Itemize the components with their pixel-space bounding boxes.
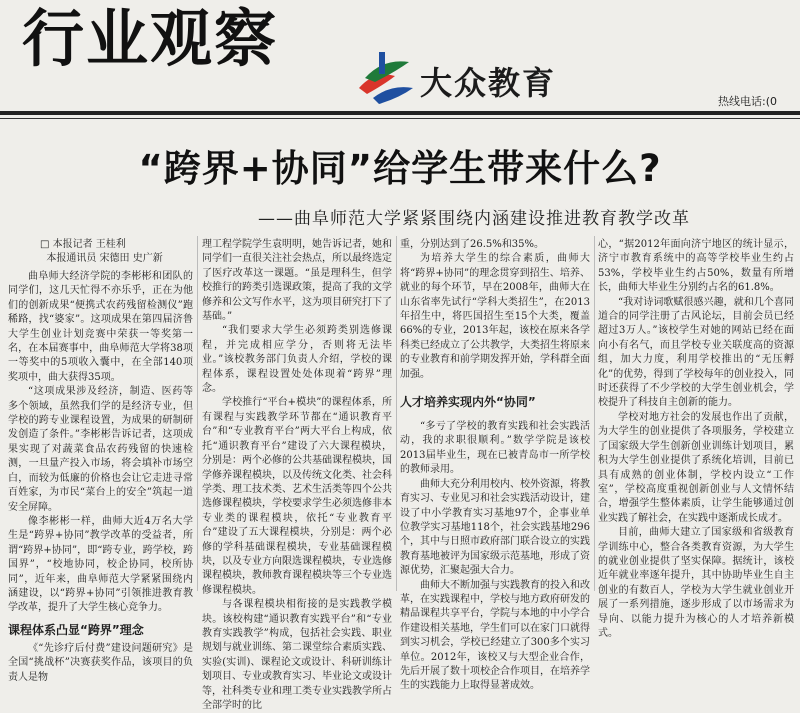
paragraph: “这项成果涉及经济，制造、医药等多个领域，虽然我们学的是经济专业，但学校的跨专业课程设置，为成果的研制研发创造了条件。”李彬彬告诉记者，这项成果实现了对蔬菜食品农药残留的快速检测，一旦量产投入市场，将会填补市场空白，而较为低廉的价格也会让它走进寻常百姓家，为市民“菜台上的安全”筑起一道安全屏障。: [8, 386, 193, 513]
paragraph: 曲阜师大经济学院的李彬彬和团队的同学们，这几天忙得不亦乐乎，正在为他们的创新成果“便携式农药残留检测仪”跑稀路，找“婆家”。这项成果在第四届济鲁大学生创业计划竞赛中荣获一等奖第一名，在本届赛事中，曲阜师范大学将38项一等奖中的5项收入囊中，在全部140项奖项中，曲大获得35项。: [8, 271, 193, 383]
paragraph: 为培养大学生的综合素质，曲师大将“跨界+协同”的理念贯穿到招生、培养、就业的每个环节，早在2008年，曲师大在山东省率先试行“学科大类招生”，在2013年招生中，将匹国招生至15个大类，覆盖66%的专业，2013年起，该校在原来各学科类已经成立了公共教学，大类招生将原来的专业教育和前学期发挥开始，学科群全面加强。: [400, 253, 590, 380]
paragraph: 学校推行“平台+模块”的课程体系，所有课程与实践教学环节都在“通识教育平台”和“专业教育平台”两大平台上构成，依托“通识教育平台”建设了六大课程模块，分别是：两个必修的公共基础课程模块，国学修养课程模块，以及传统文化类、社会科学类、理工技术类、艺术生活类等四个公共选修课程模块，学校要求学生必须选修非本专业类的课程模块，依托“专业教育平台”建设了五大课程模块，分别是：两个必修的学科基础课程模块，专业基础课程模块，以及专业方向限选课程模块，专业选修课程模块，教师教育课程模块等三个专业选修课程模块。: [202, 397, 392, 596]
paragraph: 曲师大充分利用校内、校外资源，将教育实习、专业见习和社会实践活动设计，建设了中小学教育实习基地97个，企事业单位教学实习基地118个，社会实践基地296个，其中与日照市政府部门联合设立的实践教育基地被评为国家级示范基地，形成了资源优势，汇聚起强大合力。: [400, 478, 590, 577]
brand-name: 大众教育: [420, 64, 557, 102]
section-subheading: 人才培养实现内外“协同”: [400, 395, 536, 410]
column-divider: [396, 236, 397, 591]
hotline-text: 热线电话:(0: [718, 95, 777, 108]
header-divider: [0, 111, 800, 115]
article-subheadline: ——曲阜师范大学紧紧围绕内涵建设推进教育教学改革: [258, 209, 690, 229]
column-divider: [197, 236, 198, 591]
column-divider: [594, 236, 595, 591]
paragraph: “我们要求大学生必须跨类别选修课程，并完成相应学分，否则将无法毕业。”该校教务部门负责人介绍，学校的课程体系，课程设置处处体现着“跨界”理念。: [202, 325, 392, 395]
section-subheading: 课程体系凸显“跨界”理念: [8, 622, 144, 637]
article-column-1: [8, 270, 193, 683]
paragraph: 《“先诊疗后付费”建设问题研究》是全国“挑战杯”决赛获奖作品，该项目的负责人是物: [8, 642, 193, 683]
article-byline: □ 本报记者 王桂利 本报通讯员 宋德田 史广新: [40, 239, 163, 264]
paragraph: 重，分别达到了26.5%和35%。: [400, 239, 544, 250]
paragraph: 像李彬彬一样，曲师大近4万名大学生是“跨界+协同”教学改革的受益者，所谓“跨界+协同”，即“跨专业，跨学校，跨国界”，“校地协同，校企协同，校所协同”，近年来，曲阜师范大学紧紧围绕内涵建设，以“跨界+协同”引领推进教育教学改革，提升了大学生核心竞争力。: [8, 515, 193, 614]
header-divider-thin: [0, 118, 800, 119]
paragraph: “我对诗词歌赋很感兴趣，就和几个喜同道合的同学注册了古风论坛，目前会员已经超过3万人。”该校学生对她的网站已经在面向小有名气，而且学校专业关联度高的资源组，加大力度，利用学校推出的“无压孵化”的优势，得到了学校每年的创业投入，同时还获得了不少学校的大学生创业机会，学校提升了科技自主创新的能力。: [598, 296, 794, 409]
paragraph: 曲师大不断加强与实践教育的投入和改革，在实践课程中，学校与地方政府研发的精品课程共享平台，学院与本地的中小学合作建设相关基地，学生们可以在家门口就得到实习机会，学校已经建立了300多个实习单位。2012年，该校又与大型企业合作，先后开展了数十项校企合作项目，在培养学生的实践能力上取得显著成效。: [400, 579, 590, 692]
paragraph: 学校对地方社会的发展也作出了贡献，为大学生的创业提供了各项服务，学校建立了国家级大学生创新创业训练计划项目，累积为大学生创业提供了系统化培训，目前已具有成熟的创业体制，学校内设立“工作室”，学校高度重视创新创业与人文情怀结合，增强学生整体素质，让学生能够通过创业实践了解社会，在实践中逐渐成长成才。: [598, 411, 794, 524]
brand-logo-icon: [355, 48, 417, 106]
article-column-3: [400, 238, 590, 692]
article-column-2: [202, 238, 392, 711]
paragraph: 与各课程模块相衔接的是实践教学模块。该校构建“通识教育实践平台”和“专业教育实践教学”构成，包括社会实践、职业规划与就业训练、第二课堂综合素质实践、实验(实训)、课程论文或设计、科研训练计划项目、专业或教育实习、毕业论文或设计等，社科类专业和理工类专业实践教学所占全部学时的比: [202, 599, 392, 711]
article-column-4: [598, 238, 794, 639]
paragraph: 心，“据2012年面向济宁地区的统计显示，济宁市教育系统中的高等学校毕业生约占53%，学校毕业生约占50%，数量有所增长，曲师大毕业生分别约占名的61.8%。: [598, 239, 794, 294]
paragraph: “多亏了学校的教育实践和社会实践活动，我的求职很顺利。”数学学院是该校2013届毕业生，现在已被青岛市一所学校的教师录用。: [400, 421, 590, 476]
page-header: [0, 0, 800, 128]
article-headline: “跨界+协同”给学生带来什么?: [138, 147, 662, 190]
section-title: 行业观察: [22, 2, 279, 75]
paragraph: 目前，曲师大建立了国家级和省级教育学训练中心，整合各类教育资源，为大学生的就业创业提供了坚实保障。据统计，该校近年就业率逐年提升，其中协助毕业生自主创业的有数百人，学校为大学生就业创业开展了一系列措施，逐步形成了以市场需求为导向、以能力提升为核心的人才培养新模式。: [598, 527, 794, 639]
paragraph: 理工程学院学生袁明明，她告诉记者，她和同学们一直很关注社会热点，所以最终选定了医疗改革这一课题。“虽是理科生，但学校推行的跨类引选课政策，提高了我的文学修养和公文写作水平，这为项目研究打下了基础。”: [202, 239, 392, 323]
